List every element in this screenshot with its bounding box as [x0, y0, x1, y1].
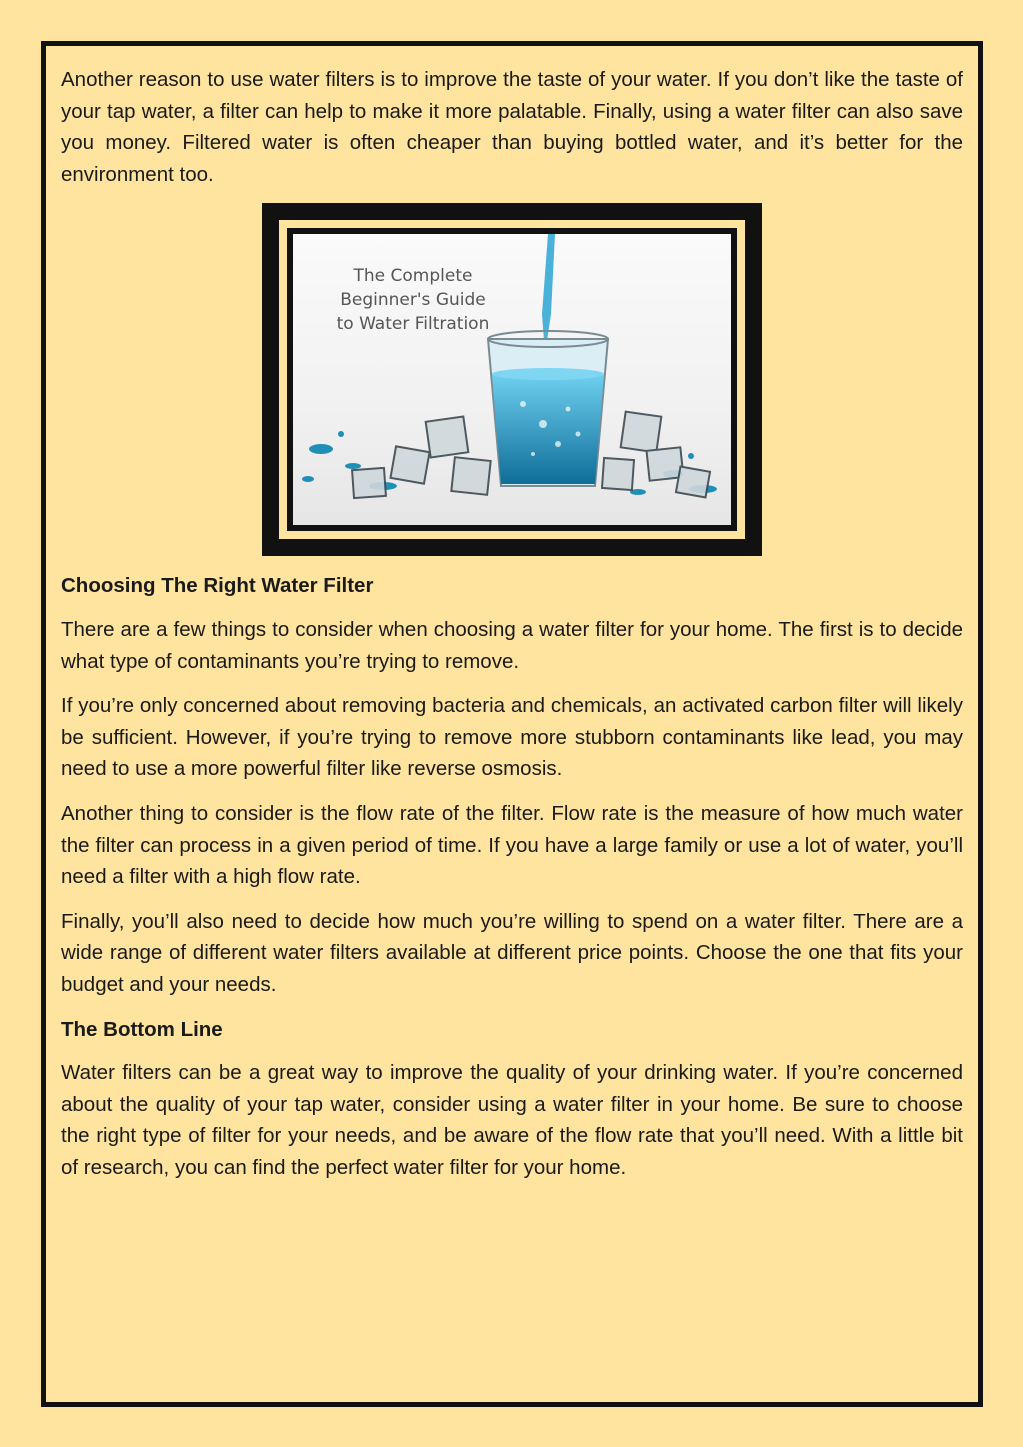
- choosing-paragraph-3: Another thing to consider is the flow rate of the filter. Flow rate is the measure of how much water the filter can process in a given period of time. If you have a large family or use a lot of water, you’ll need a filter with a high flow rate.: [61, 801, 963, 889]
- bottom-line-paragraph: Water filters can be a great way to improve the quality of your drinking water. If you’re concerned about the quality of your tap water, consider using a water filter in your home. Be sure to choose the right type of filter for your needs, and be aware of the flow rate that you’ll need. With a little bit of research, you can find the perfect water filter for your home.: [61, 1061, 963, 1179]
- figure-gold-mat: [279, 220, 745, 539]
- water-glass-image: [293, 234, 731, 525]
- glass-water: [492, 374, 604, 484]
- choosing-paragraph-2: If you’re only concerned about removing bacteria and chemicals, an activated carbon filter will likely be sufficient. However, if you’re trying to remove more stubborn contaminants like lead, you may need to use a more powerful filter like reverse osmosis.: [61, 694, 963, 781]
- figure-title-line-3: to Water Filtration: [336, 314, 490, 335]
- page-frame: [41, 41, 983, 1407]
- water-stream: [542, 234, 555, 354]
- page-content: [61, 64, 963, 1196]
- figure-title-line-2: Beginner's Guide: [340, 290, 486, 311]
- figure-title-line-1: The Complete: [353, 266, 473, 287]
- choosing-paragraph-1: There are a few things to consider when choosing a water filter for your home. The first is to decide what type of contaminants you’re trying to remove.: [61, 617, 963, 673]
- heading-choosing: Choosing The Right Water Filter: [61, 574, 374, 598]
- choosing-paragraph-4: Finally, you’ll also need to decide how much you’re willing to spend on a water filter. There are a wide range of different water filters available at different price points. Choose the one that fits your budget and your needs.: [61, 909, 963, 996]
- figure-inner-border: [287, 228, 737, 531]
- intro-paragraph: Another reason to use water filters is to improve the taste of your water. If you don’t like the taste of your tap water, a filter can help to make it more palatable. Finally, using a water filter can also save you money. Filtered water is often cheaper than buying bottled water, and it’s better for the environment too.: [61, 68, 963, 186]
- heading-bottom-line: The Bottom Line: [61, 1017, 223, 1041]
- figure-title: [313, 264, 513, 336]
- figure-frame: [262, 203, 762, 556]
